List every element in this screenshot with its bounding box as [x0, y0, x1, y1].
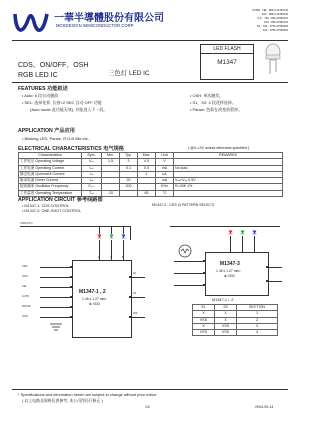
table-cell: 0.5 — [138, 165, 156, 171]
table-cell: Vₒₕ=Vₓₓ-0.5V — [174, 178, 283, 184]
wire — [40, 277, 70, 278]
wire — [123, 226, 124, 234]
feature-text: S1、S2: 4 段花样选择。 — [192, 99, 236, 105]
chip-vdd: ⊗ VDD — [224, 274, 235, 278]
footer-rule — [12, 389, 288, 390]
circuit-heading: APPLICATION CIRCUIT 参考线路图 — [18, 197, 103, 203]
supply-rail — [170, 226, 280, 227]
led-icon — [256, 42, 290, 76]
table-cell: X — [215, 311, 237, 317]
table-cell: Iₛₙ — [82, 171, 102, 177]
table-row — [193, 330, 278, 336]
chip-pin — [203, 272, 205, 274]
table-cell: 静态电流 Quiescent Current — [19, 171, 82, 177]
header-rule — [12, 40, 288, 41]
chip-vdd: ⊗ VDD — [89, 302, 100, 306]
column-header: S1 — [193, 305, 215, 311]
table-cell: X — [193, 323, 215, 329]
features-list — [22, 93, 107, 113]
wire — [174, 285, 203, 286]
footer-notice: * Specifications and information herein are subject to change without prior notice. — [18, 392, 158, 397]
table-cell: 3 — [120, 159, 138, 165]
column-header: SECTION — [237, 305, 278, 311]
pin-label: R — [98, 256, 100, 259]
table-cell: Iₒₚ — [82, 165, 102, 171]
table-cell: VSS — [215, 323, 237, 329]
wire — [174, 261, 203, 262]
footer-date: 2004-09-14 — [255, 405, 274, 409]
blue-led-icon — [252, 230, 257, 235]
electrical-note: ( @Vₓ=3V unless otherwise specified ) — [188, 146, 250, 150]
part-category: LED FLASH — [201, 45, 253, 54]
supply-label: VDD(4.5V) — [20, 222, 33, 225]
wire — [242, 236, 243, 252]
electrical-table — [18, 152, 283, 197]
column-header: Min. — [102, 153, 120, 159]
table-cell: 工作温度 Operating Temperature — [19, 190, 82, 196]
contact-line: FAX : 0755-27566964 — [262, 29, 288, 32]
part-number: M1347 — [217, 59, 237, 66]
features-heading: FEATURES 功能叙述 — [18, 86, 68, 92]
table-cell: Vₓₓ — [82, 159, 102, 165]
blue-led-icon — [121, 234, 126, 239]
feature-item: • Pause: 色彩在改变前暂停。 — [190, 106, 243, 112]
table-cell: 1.5 — [102, 159, 120, 165]
table-cell — [120, 190, 138, 196]
chip-pin — [70, 296, 72, 298]
table-cell: °C — [156, 190, 174, 196]
green-led-icon — [109, 234, 114, 239]
left-chip — [72, 260, 132, 338]
circuit-item: • M1347-1: CDS CONTROL — [22, 204, 70, 208]
footer-notice-cn: ( 以上电路及规格仅供参考, 本公司得径行修正 ) — [22, 398, 103, 403]
table-cell: 65 — [138, 190, 156, 196]
table-cell: VSS — [215, 330, 237, 336]
column-header: Sym. — [82, 153, 102, 159]
chip-size: 1.45 x 1.27 mm² — [216, 269, 241, 273]
column-header: Characteristics — [19, 153, 82, 159]
application-heading: APPLICATION 产品应用 — [18, 128, 75, 134]
right-chip — [205, 252, 269, 296]
pin-label: S2 — [133, 292, 137, 295]
table-cell: -20 — [102, 190, 120, 196]
feature-item: • SEL: 选择花样, 长按>2 SEC 自动 OFF 功能 — [22, 99, 102, 105]
right-schematic — [160, 214, 290, 294]
red-led-icon — [97, 234, 102, 239]
contact-line: FAX : 852-27950433 — [264, 21, 288, 24]
chip-pin — [70, 316, 72, 318]
wire — [40, 297, 70, 298]
table-cell: Iₒₕ — [82, 178, 102, 184]
wire — [99, 226, 100, 234]
electrical-heading: ELECTRICAL CHARACTERISTICS 电气规格 — [18, 146, 124, 152]
wire — [174, 273, 203, 274]
section-rule — [12, 82, 288, 83]
chip-pin — [70, 306, 72, 308]
wire — [131, 317, 145, 318]
wire — [111, 226, 112, 234]
table-cell: mA — [156, 165, 174, 171]
ground-icon — [48, 322, 64, 332]
chip-title: M1347-3 — [220, 261, 240, 267]
wire — [40, 267, 70, 268]
column-header: Typ. — [120, 153, 138, 159]
column-header: REMARKS — [174, 153, 283, 159]
product-family: RGB LED IC — [18, 72, 58, 79]
left-schematic — [20, 214, 150, 344]
pin-label: GND — [22, 315, 28, 318]
page-number: 1/2 — [145, 405, 150, 409]
table-cell: KHz — [156, 184, 174, 190]
red-led-icon — [228, 230, 233, 235]
wire — [268, 281, 282, 282]
table-cell: VSS — [193, 330, 215, 336]
table-cell: 0.1 — [120, 165, 138, 171]
wire — [131, 277, 145, 278]
circuit-item-text: M1347-2: ONE-SHOT CONTROL — [24, 209, 82, 214]
table-cell: mA — [156, 178, 174, 184]
pin-label: PAUSE — [22, 305, 31, 308]
pin-label: 30K — [133, 312, 138, 315]
feature-item: • OSH: 单次触发。 — [190, 93, 224, 98]
cds-sensor-icon — [178, 244, 192, 258]
product-title-cn: 三色灯 LED IC — [108, 70, 150, 77]
table-cell: 20 — [120, 178, 138, 184]
table-cell: Tₒₚ — [82, 190, 102, 196]
column-header: Unit — [156, 153, 174, 159]
table-cell: 工作电压 Operating Voltage — [19, 159, 82, 165]
table-cell: 振荡频率 Oscillator Frequency — [19, 184, 82, 190]
application-text-value: Blinking LED, Pause, R.G.B Mix etc.. — [24, 136, 91, 141]
table-cell: VSS — [193, 317, 215, 323]
table-cell: 4 — [237, 330, 278, 336]
wire — [40, 287, 70, 288]
chip-pin — [203, 284, 205, 286]
chip-pin — [203, 260, 205, 262]
supply-rail — [20, 226, 130, 227]
circuit-item: • M1347-2: ONE-SHOT CONTROL — [22, 209, 82, 214]
wire — [268, 267, 282, 268]
mode-table-title: M1347-1 / -2 — [212, 298, 234, 302]
table-cell: No load — [174, 165, 283, 171]
chip-pin — [70, 276, 72, 278]
wire — [40, 317, 70, 318]
feature-text: Pause: 色彩在改变前暂停。 — [192, 106, 243, 112]
chip-size: 1.45 x 1.27 mm² — [82, 297, 107, 301]
contact-line: FAX : 886-2-22783633 — [261, 13, 288, 16]
feature-text: OSH: 单次触发。 — [192, 93, 224, 98]
table-cell: 工作电流 Operating Current — [19, 165, 82, 171]
feature-item: (Auto mode 此功能无效), 并能进入下一段。 — [30, 106, 108, 112]
company-name-en: MOSDESIGN SEMICONDUCTOR CORP. — [56, 23, 135, 28]
feature-item: • S1、S2: 4 段花样选择。 — [190, 99, 236, 105]
table-cell: Fₒₛₓ — [82, 184, 102, 190]
feature-text: Auto: 6 段自动播放 — [24, 93, 59, 98]
pin-label: SEL — [22, 285, 27, 288]
wire — [130, 226, 131, 240]
wire — [40, 307, 70, 308]
wire — [131, 297, 145, 298]
pin-label: VDD — [22, 265, 28, 268]
contact-line: H.K. : TEL : 852-27838123 — [257, 17, 288, 20]
feature-item: • Auto: 6 段自动播放 — [22, 93, 59, 98]
wire — [230, 236, 231, 252]
table-cell: X — [193, 311, 215, 317]
table-cell: uA — [156, 171, 174, 177]
contact-line: TAIPEI : TEL : 886-2-22783733 — [252, 9, 288, 12]
chip-pin — [70, 266, 72, 268]
circuit-right-caption: M1347-3 : CDS (4 PATTERN SELECT) — [152, 203, 215, 207]
table-cell: X — [215, 317, 237, 323]
company-logo — [12, 10, 52, 40]
pin-label: G — [110, 256, 113, 259]
table-cell: 驱动电流 Driver Current — [19, 178, 82, 184]
column-header: Max. — [138, 153, 156, 159]
contact-block — [230, 9, 288, 33]
circuit-item-text: M1347-1: CDS CONTROL — [24, 204, 70, 208]
green-led-icon — [240, 230, 245, 235]
table-cell: 1 — [237, 311, 278, 317]
wire — [254, 236, 255, 252]
pin-label: AUTO — [22, 295, 30, 298]
part-box — [200, 44, 254, 80]
table-cell: 4.5 — [138, 159, 156, 165]
mode-table — [192, 304, 278, 336]
table-cell: 200 — [120, 184, 138, 190]
product-modes: CDS、ON/OFF、OSH — [18, 62, 89, 69]
table-cell: 3 — [237, 323, 278, 329]
application-text: • Blinking LED, Pause, R.G.B Mix etc.. — [22, 136, 91, 141]
pin-label: OSH — [22, 275, 28, 278]
table-cell: V — [156, 159, 174, 165]
table-cell: 2 — [237, 317, 278, 323]
pin-label: S1 — [133, 272, 137, 275]
table-cell: 1 — [138, 171, 156, 177]
table-cell — [174, 190, 283, 196]
chip-pin — [70, 286, 72, 288]
features-list-right — [190, 93, 242, 113]
feature-text: SEL: 选择花样, 长按>2 SEC 自动 OFF 功能 — [24, 99, 102, 105]
company-name-cn: 一華半導體股份有限公司 — [54, 13, 164, 24]
chip-title: M1347-1 , 2 — [79, 289, 106, 295]
pin-label: B — [122, 256, 124, 259]
contact-line: SZ. : TEL : 0755-27856408 — [256, 25, 288, 28]
table-cell: R=30K 1% — [174, 184, 283, 190]
column-header: S2 — [215, 305, 237, 311]
